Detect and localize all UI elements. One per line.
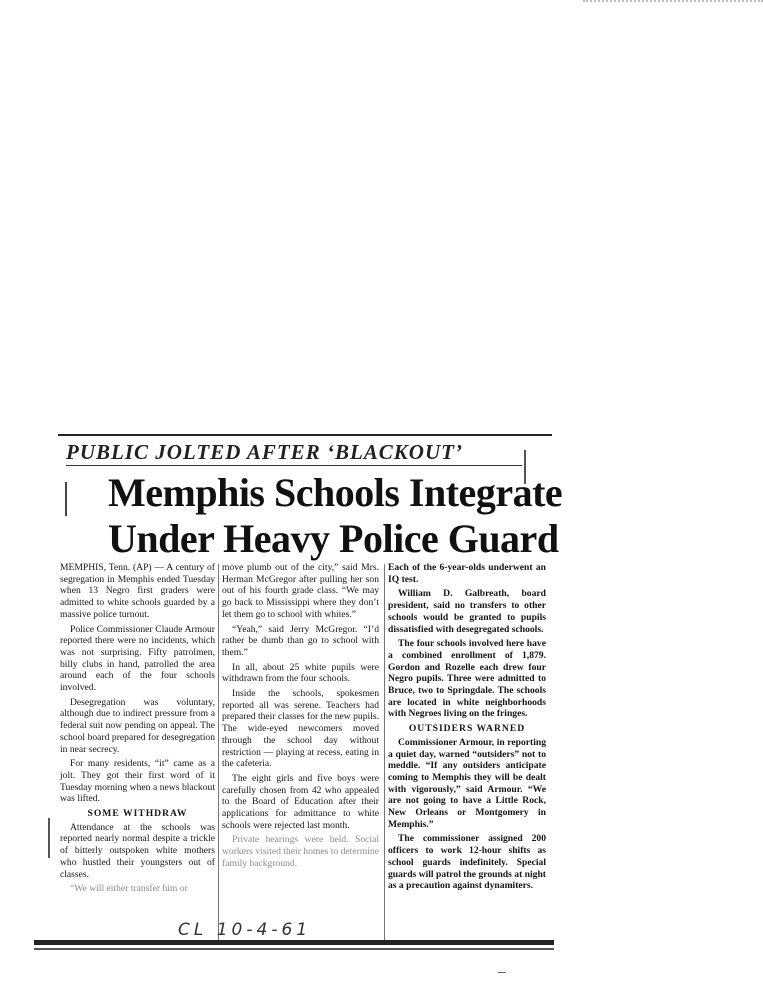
paragraph: Inside the schools, spokesmen reported all was serene. Teachers had prepared their classes for the new pupils. The wide-eyed newcomers moved through the school day without restriction — playing at recess, eating in the cafeteria.	[222, 688, 379, 770]
scan-speck	[498, 972, 506, 973]
paragraph: William D. Galbreath, board president, said no transfers to other schools would be granted to pupils dissatisfied with desegregated schools.	[388, 588, 546, 635]
paragraph: move plumb out of the city,” said Mrs. Herman McGregor after pulling her son out of his fourth grade class. “We may go back to Mississippi where they don’t let them go to school with whites.”	[222, 562, 379, 620]
newspaper-clipping	[58, 432, 563, 960]
paragraph: MEMPHIS, Tenn. (AP) — A century of segregation in Memphis ended Tuesday when 13 Negro first graders were admitted to white schools guarded by a massive police turnout.	[60, 562, 215, 620]
article-column-3	[388, 562, 546, 895]
headline-line-1: Memphis Schools Integrate	[108, 470, 563, 515]
scan-mark-left	[65, 482, 67, 516]
article-column-2	[222, 562, 379, 873]
paragraph: Private hearings were held. Social workers visited their homes to determine family background.	[222, 834, 379, 869]
paragraph: “We will either transfer him or	[70, 883, 188, 895]
paragraph: The four schools involved here have a combined enrollment of 1,879. Gordon and Rozelle each drew four Negro pupils. Three were admitted to Bruce, two to Springdale. The schools are located in white neighborhoods with Negroes living on the fringes.	[388, 638, 546, 720]
paragraph: Police Commissioner Claude Armour reported there were no incidents, which was not surprising. Fifty patrolmen, billy clubs in hand, patrolled the area around each of the four schools involved.	[60, 623, 215, 694]
top-rule	[58, 434, 552, 436]
kicker-headline: PUBLIC JOLTED AFTER ‘BLACKOUT’	[66, 440, 463, 464]
column-divider	[218, 564, 219, 942]
subheading: OUTSIDERS WARNED	[408, 723, 526, 735]
column-divider	[384, 564, 385, 942]
headline-line-2: Under Heavy Police Guard	[108, 516, 559, 561]
handwritten-date-notation: CL 10-4-61	[178, 920, 312, 940]
paragraph: In all, about 25 white pupils were withdrawn from the four schools.	[222, 661, 379, 685]
scan-dotted-edge	[583, 0, 763, 2]
paragraph: Attendance at the schools was reported nearly normal despite a trickle of bitterly outspoken white mothers who hustled their youngsters out of classes.	[60, 821, 215, 880]
paragraph: Desegregation was voluntary, although due to indirect pressure from a federal suit now pending on appeal. The school board prepared for desegregation in near secrecy.	[60, 696, 215, 755]
bottom-rule-thin	[34, 948, 554, 950]
bottom-rule	[34, 940, 554, 945]
main-headline	[108, 470, 563, 562]
paragraph: For many residents, “it” came as a jolt. They got their first word of it Tuesday morning when a news blackout was lifted.	[60, 758, 215, 805]
scan-mark-left-lower	[48, 818, 50, 858]
paragraph: Each of the 6-year-olds underwent an IQ test.	[388, 562, 546, 585]
paragraph: Commissioner Armour, in reporting a quiet day, warned “outsiders” not to meddle. “If any outsiders anticipate coming to Memphis they will be dealt with vigorously,” said Armour. “We are not going to have a Little Rock, New Orleans or Montgomery in Memphis.”	[388, 736, 546, 830]
article-column-1	[60, 562, 215, 898]
paragraph: The commissioner assigned 200 officers to work 12-hour shifts as school guards indefinitely. Special guards will patrol the grounds at night as a precaution against dynamiters.	[388, 833, 546, 892]
subheading: SOME WITHDRAW	[87, 808, 188, 820]
paragraph: “Yeah,” said Jerry McGregor. “I’d rather be dumb than go to school with them.”	[222, 623, 379, 658]
kicker-rule	[66, 465, 522, 466]
paragraph: The eight girls and five boys were carefully chosen from 42 who appealed to the Board of Education after their applications for admittance to white schools were rejected last month.	[222, 772, 379, 831]
